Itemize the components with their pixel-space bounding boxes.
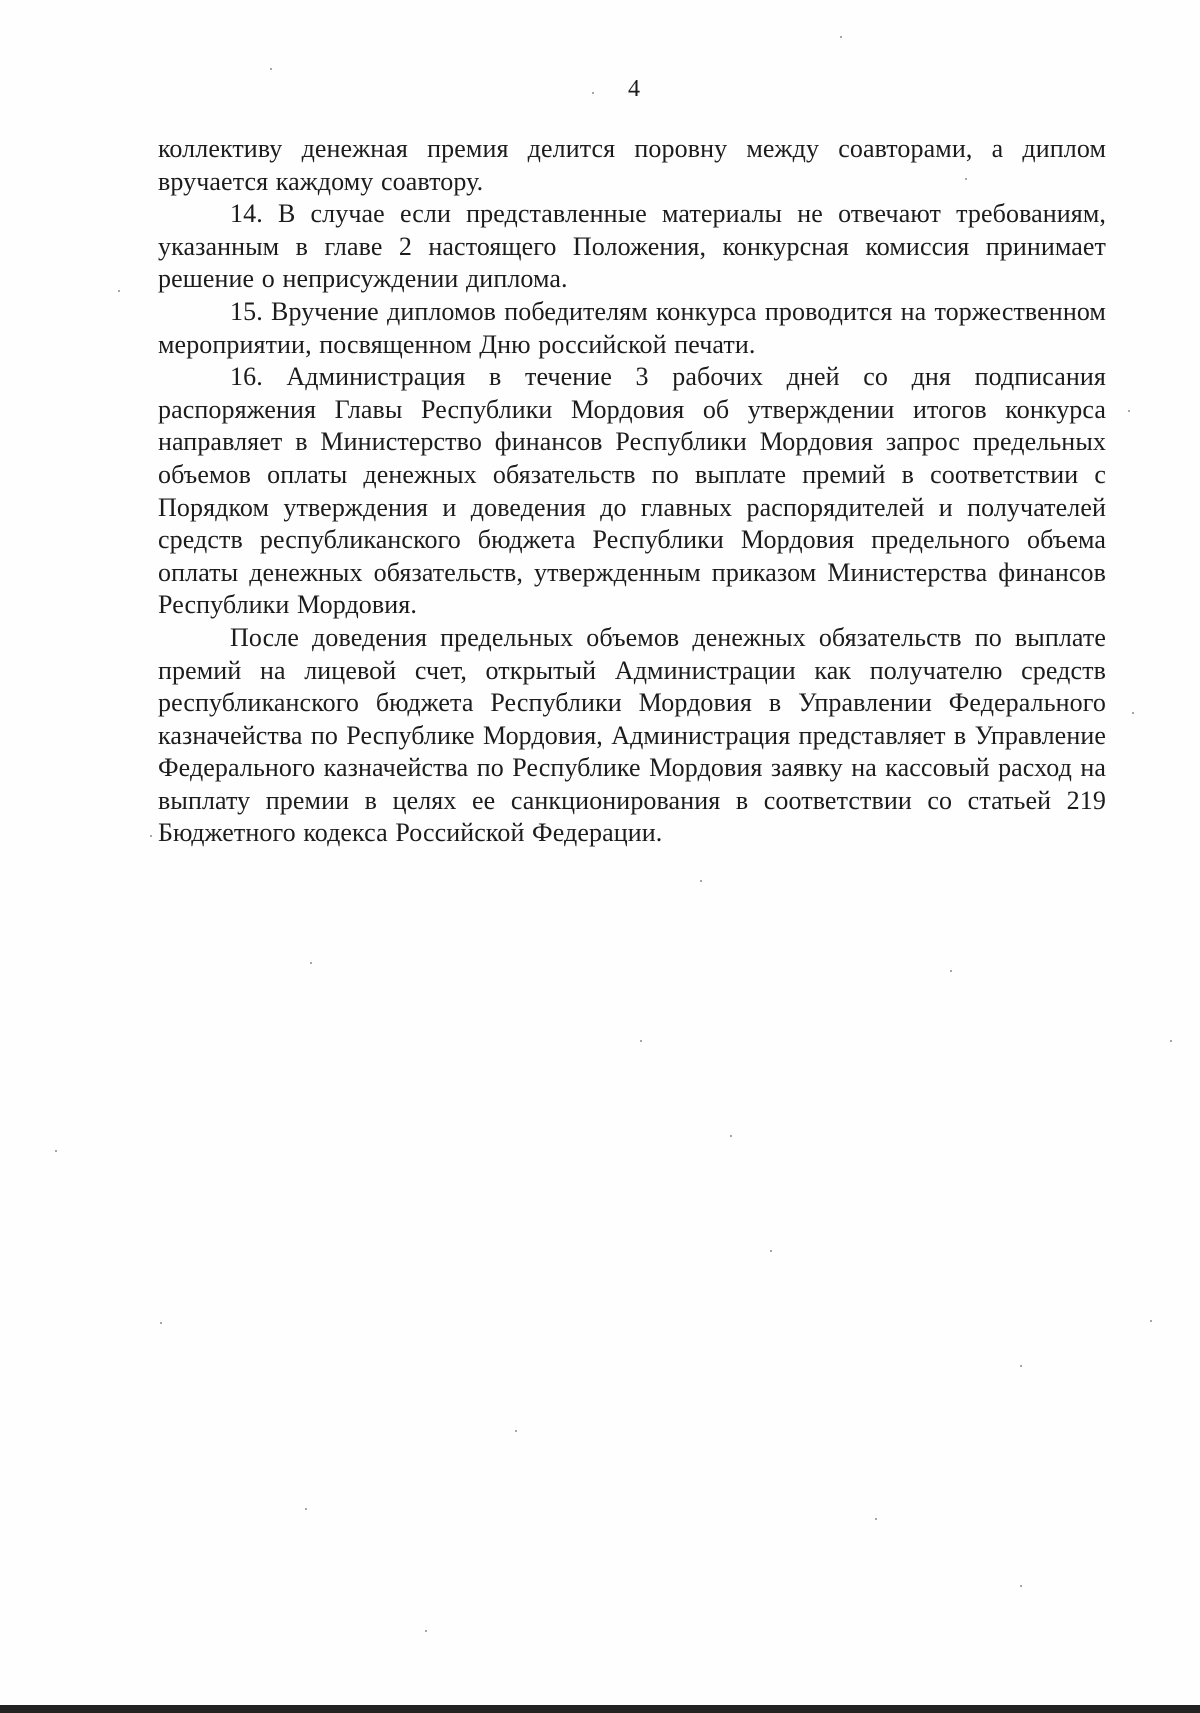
scan-speck [1020, 1585, 1022, 1587]
scan-speck [770, 1250, 772, 1252]
scan-speck [515, 1430, 517, 1432]
scan-speck [425, 1630, 427, 1632]
scan-speck [840, 36, 842, 38]
scan-speck [1020, 1365, 1022, 1367]
paragraph-item-14: 14. В случае если представленные материалы не отвечают требованиям, указанным в главе 2 настоящего Положения, конкурсная комиссия принимает решение о неприсуждении диплома. [158, 199, 1106, 294]
scan-speck [700, 880, 702, 882]
scan-speck [1132, 712, 1134, 714]
scan-speck [730, 1135, 732, 1137]
scan-speck [55, 1150, 57, 1152]
scan-speck [310, 962, 312, 964]
scan-speck [305, 1508, 307, 1510]
paragraph-continuation: коллективу денежная премия делится поровну между соавторами, а диплом вручается каждому соавтору. [158, 134, 1106, 196]
page-number: 4 [628, 76, 640, 102]
paragraph-item-16: 16. Администрация в течение 3 рабочих дней со дня подписания распоряжения Главы Республики Мордовия об утверждении итогов конкурса направляет в Министерство финансов Республики Мордовия запрос предельных объемов оплаты денежных обязательств по выплате премий в соответствии с Порядком утверждения и доведения до главных распорядителей и получателей средств республиканского бюджета Республики Мордовия предельного объема оплаты денежных обязательств, утвержденным приказом Министерства финансов Республики Мордовия. [158, 362, 1106, 620]
scan-speck [1150, 1320, 1152, 1322]
scan-speck [1128, 410, 1130, 412]
document-body [158, 133, 1106, 850]
scan-speck [875, 1518, 877, 1520]
scan-bottom-edge [0, 1705, 1200, 1713]
paragraph-item-15: 15. Вручение дипломов победителям конкурса проводится на торжественном мероприятии, посвященном Дню российской печати. [158, 296, 1106, 359]
scan-speck [270, 68, 272, 70]
scan-speck [640, 1040, 642, 1042]
scan-speck [950, 970, 952, 972]
scan-speck [118, 290, 120, 292]
scan-speck [1170, 1040, 1172, 1042]
scan-speck [592, 92, 594, 94]
paragraph-after-limits: После доведения предельных объемов денежных обязательств по выплате премий на лицевой счет, открытый Администрации как получателю средств республиканского бюджета Республики Мордовия в Управлении Федерального казначейства по Республике Мордовия, Администрация представляет в Управление Федерального казначейства по Республике Мордовия заявку на кассовый расход на выплату премии в целях ее санкционирования в соответствии со статьей 219 Бюджетного кодекса Российской Федерации. [158, 622, 1106, 848]
scan-speck [150, 835, 152, 837]
scan-speck [160, 1322, 162, 1324]
scan-speck [965, 178, 967, 180]
